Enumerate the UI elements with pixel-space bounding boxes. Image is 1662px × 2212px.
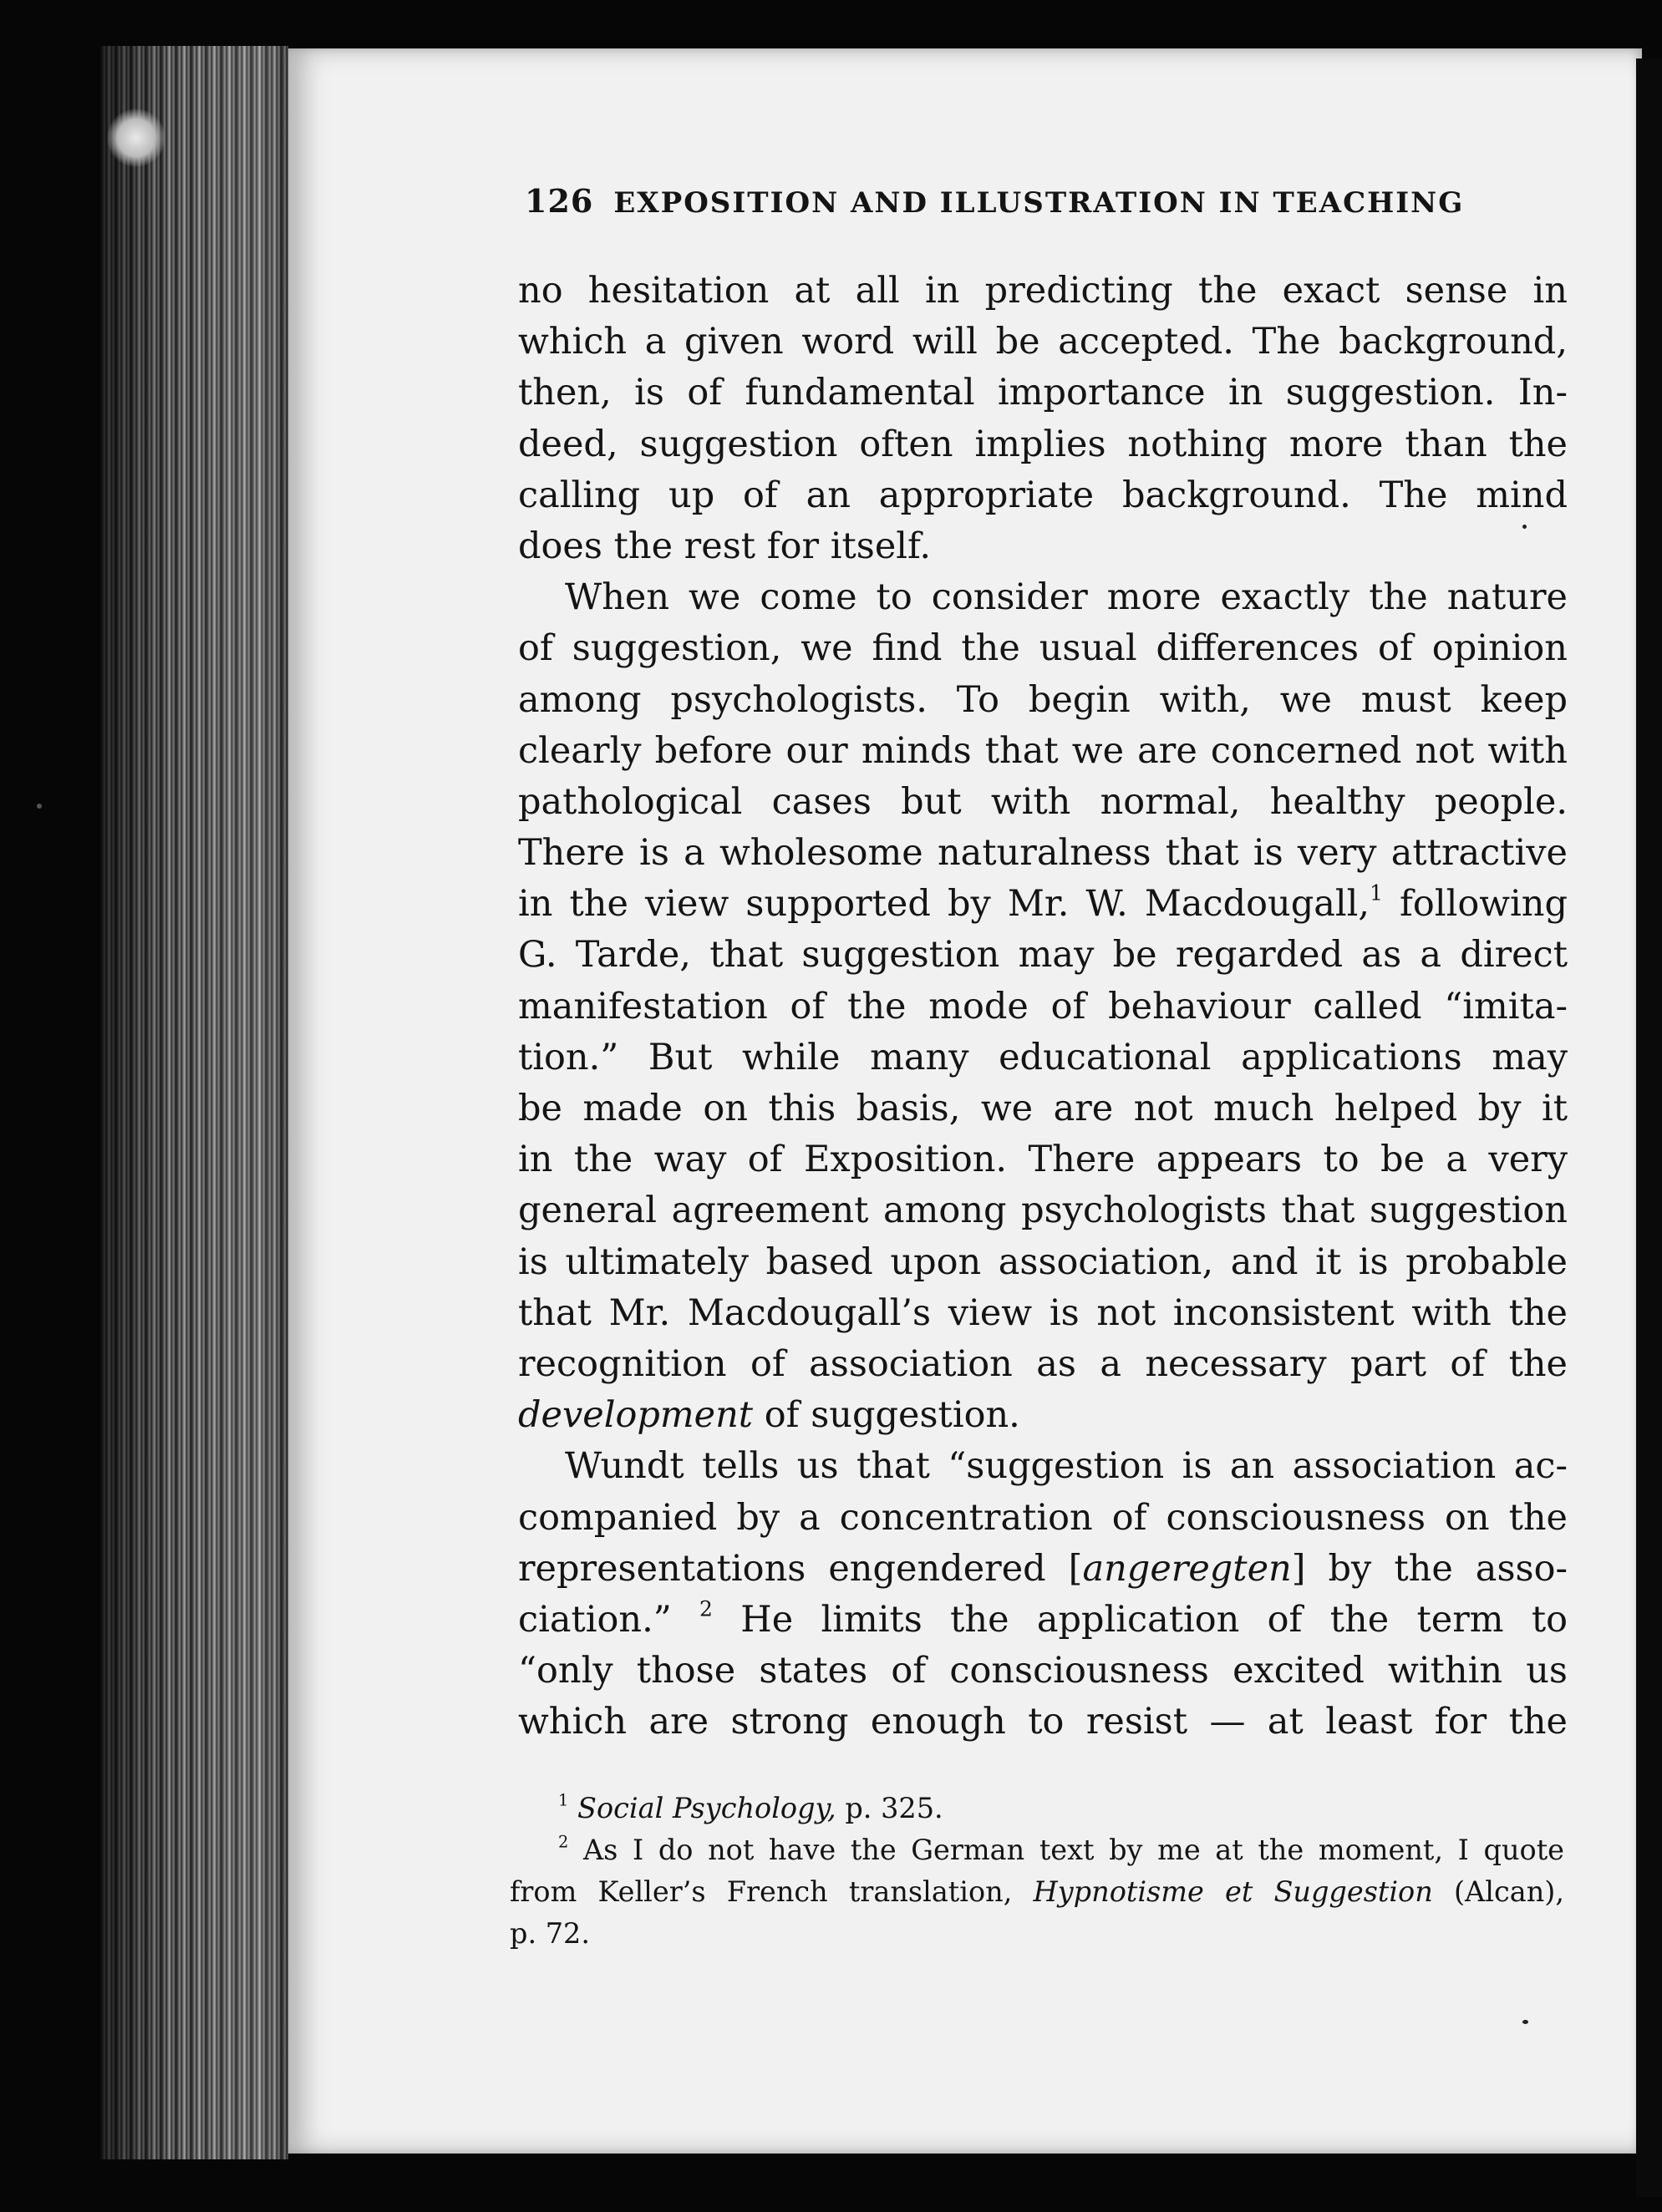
footnote-1 xyxy=(510,1788,1564,1829)
footnote-title: Hypnotisme et Suggestion xyxy=(1033,1875,1433,1908)
text-line: calling up of an appropriate background. The mind xyxy=(518,474,1568,516)
footnotes xyxy=(510,1788,1564,1955)
footnote-ref: 1 xyxy=(1370,880,1383,906)
text-line: companied by a concentration of consciousness on the xyxy=(518,1496,1568,1539)
text-line: no hesitation at all in predicting the exact sense in xyxy=(518,270,1568,312)
text-line: is ultimately based upon association, and it is probable xyxy=(518,1240,1568,1283)
text-line: pathological cases but with normal, healthy people. xyxy=(518,780,1568,823)
running-title: EXPOSITION AND ILLUSTRATION IN TEACHING xyxy=(613,186,1465,220)
text-fragment: in the view supported by Mr. W. Macdougall, xyxy=(518,883,1370,926)
footnote-text: As I do not have the German text by me at the moment, I quote xyxy=(582,1834,1564,1866)
body-text xyxy=(518,266,1568,1748)
footnote-2-line: p. 72. xyxy=(510,1917,591,1950)
text-line: general agreement among psychologists that suggestion xyxy=(518,1190,1568,1232)
text-line: clearly before our minds that we are concerned not with xyxy=(518,729,1568,772)
text-fragment: ciation.” xyxy=(518,1598,672,1641)
text-line: among psychologists. To begin with, we must keep xyxy=(518,678,1568,721)
footnote-title: Social Psychology, xyxy=(577,1792,836,1824)
footnote-2-line xyxy=(510,1871,1564,1913)
text-line: which a given word will be accepted. The background, xyxy=(518,321,1568,363)
text-fragment: He limits the application of the term to xyxy=(740,1598,1568,1641)
footnote-2-line xyxy=(510,1829,1564,1871)
italic-word: angeregten xyxy=(1082,1547,1292,1590)
text-line-italic xyxy=(518,1544,1568,1595)
text-line: “only those states of consciousness excited within us xyxy=(518,1650,1568,1692)
text-line: be made on this basis, we are not much helped by it xyxy=(518,1088,1568,1129)
text-fragment: representations engendered [ xyxy=(518,1547,1083,1590)
text-line: manifestation of the mode of behaviour called “imita- xyxy=(518,985,1568,1027)
text-line-italic xyxy=(518,1390,1568,1441)
text-line: recognition of association as a necessary part of the xyxy=(518,1342,1568,1385)
scan-right-border xyxy=(1636,58,1662,2197)
text-fragment: following xyxy=(1400,883,1568,926)
page-number: 126 xyxy=(525,182,594,220)
text-line: There is a wholesome naturalness that is very attractive xyxy=(518,832,1568,875)
text-line: that Mr. Macdougall’s view is not inconsistent with the xyxy=(518,1291,1568,1334)
scan-speck xyxy=(37,804,42,809)
text-line: which are strong enough to resist — at least for the xyxy=(518,1701,1568,1743)
footnote-text: (Alcan), xyxy=(1453,1875,1564,1908)
footnote-mark: 2 xyxy=(558,1832,569,1852)
footnote-text: from Keller’s French translation, xyxy=(510,1875,1013,1908)
page-edge-shadow xyxy=(100,46,288,2159)
scan-speck xyxy=(1522,2020,1528,2024)
footnote-text: p. 325. xyxy=(845,1792,943,1824)
scan-speck xyxy=(1522,525,1527,529)
running-head xyxy=(525,182,1512,220)
text-line: deed, suggestion often implies nothing more than the xyxy=(518,423,1568,465)
text-line: When we come to consider more exactly the nature xyxy=(565,576,1568,619)
text-line-with-footnote xyxy=(518,879,1568,930)
text-line: tion.” But while many educational applications may xyxy=(518,1036,1568,1078)
text-line: in the way of Exposition. There appears to be a very xyxy=(518,1139,1568,1181)
text-line: G. Tarde, that suggestion may be regarded as a direct xyxy=(518,934,1568,977)
text-fragment: ] by the asso- xyxy=(1291,1547,1568,1590)
text-line-with-footnote xyxy=(518,1595,1568,1646)
text-line: then, is of fundamental importance in suggestion. In- xyxy=(518,372,1568,414)
text-line: does the rest for itself. xyxy=(518,525,932,567)
text-fragment: of suggestion. xyxy=(764,1394,1020,1437)
italic-word: development xyxy=(518,1394,754,1437)
scan-blemish xyxy=(107,109,165,167)
footnote-mark: 1 xyxy=(558,1790,569,1810)
text-line: Wundt tells us that “suggestion is an association ac- xyxy=(565,1445,1568,1488)
text-line: of suggestion, we find the usual differences of opinion xyxy=(518,627,1568,670)
footnote-ref: 2 xyxy=(699,1596,713,1621)
